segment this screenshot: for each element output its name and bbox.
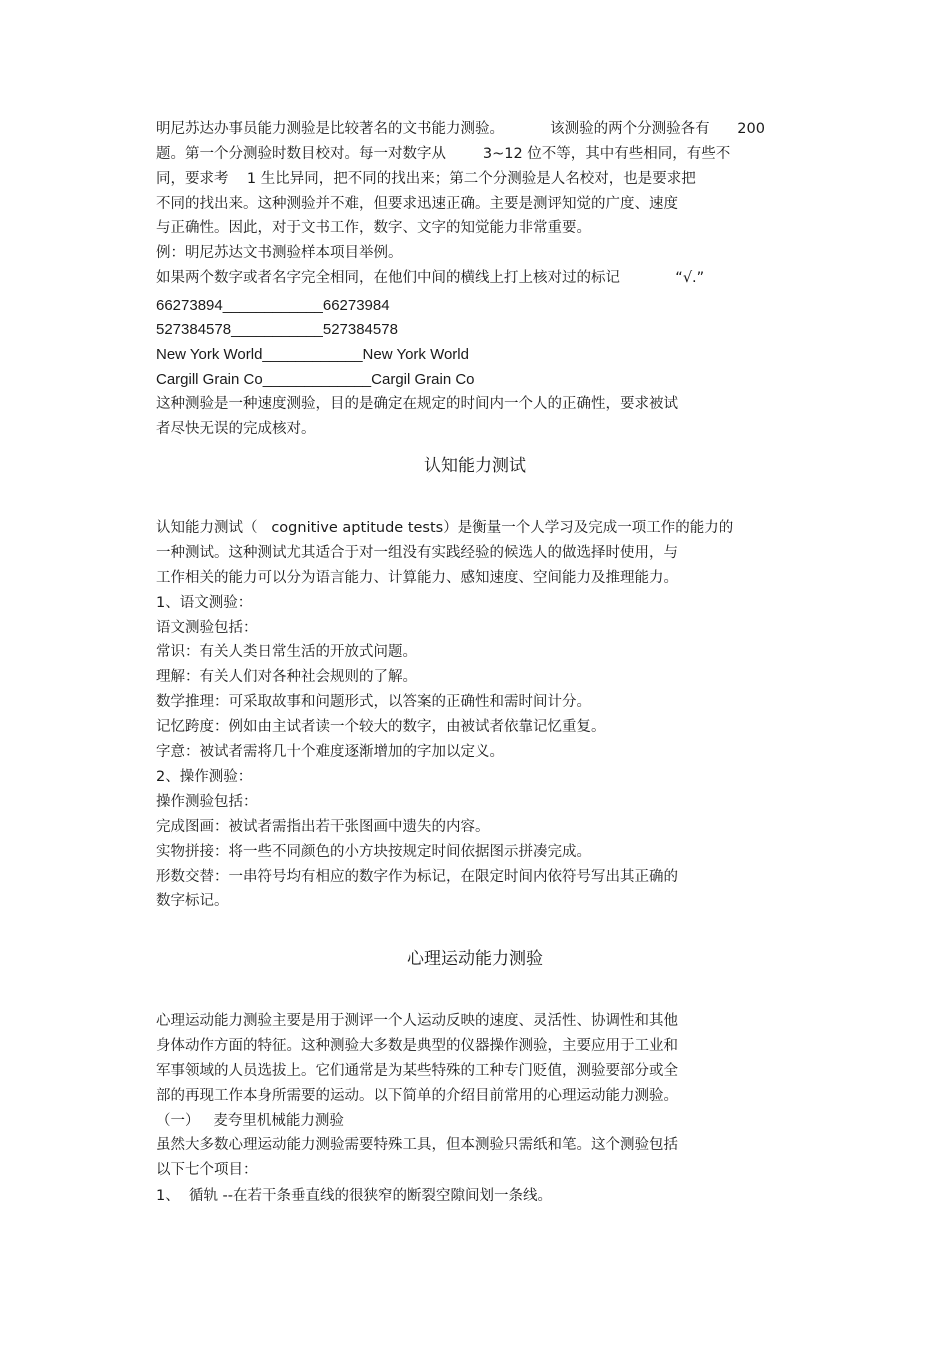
cognitive-line-16: 数字标记。	[156, 893, 229, 909]
cognitive-line-15: 形数交替：一串符号均有相应的数字作为标记，在限定时间内依符号写出其正确的	[156, 869, 678, 885]
psychomotor-line-4: 部的再现工作本身所需要的运动。以下简单的介绍目前常用的心理运动能力测验。	[156, 1088, 678, 1104]
cognitive-line-5: 语文测验包括：	[156, 620, 258, 636]
cognitive-line-6: 常识：有关人类日常生活的开放式问题。	[156, 644, 417, 660]
psychomotor-heading: 心理运动能力测验	[407, 949, 543, 969]
intro-closing-2: 者尽快无误的完成核对。	[156, 421, 316, 437]
psychomotor-line-3: 军事领域的人员选拔上。它们通常是为某些特殊的工种专门贬值，测验要部分或全	[156, 1063, 678, 1079]
psychomotor-line-2: 身体动作方面的特征。这种测验大多数是典型的仪器操作测验，主要应用于工业和	[156, 1038, 678, 1054]
psychomotor-line-7: 以下七个项目：	[156, 1162, 258, 1178]
cognitive-line-13: 完成图画：被试者需指出若干张图画中遗失的内容。	[156, 819, 490, 835]
example-item-2: 527384578___________527384578	[156, 321, 398, 338]
example-item-3: New York World____________New York World	[156, 346, 469, 363]
intro-instruction: 如果两个数字或者名字完全相同，在他们中间的横线上打上核对过的标记 “√.”	[156, 270, 705, 286]
intro-line-4: 不同的找出来。这种测验并不难，但要求迅速正确。主要是测评知觉的广度、速度	[156, 196, 678, 212]
cognitive-line-1: 认知能力测试（ cognitive aptitude tests）是衡量一个人学习及完成一项工作的能力的	[156, 520, 734, 536]
psychomotor-subheading: （一） 麦夸里机械能力测验	[156, 1113, 344, 1129]
cognitive-subheading-performance: 2、操作测验：	[156, 769, 253, 785]
cognitive-line-2: 一种测试。这种测试尤其适合于对一组没有实践经验的候选人的做选择时使用，与	[156, 545, 678, 561]
psychomotor-line-8: 1、 循轨 --在若干条垂直线的很狭窄的断裂空隙间划一条线。	[156, 1188, 553, 1204]
intro-line-1: 明尼苏达办事员能力测验是比较著名的文书能力测验。 该测验的两个分测验各有 200	[156, 121, 765, 137]
intro-closing-1: 这种测验是一种速度测验，目的是确定在规定的时间内一个人的正确性，要求被试	[156, 396, 678, 412]
cognitive-subheading-verbal: 1、语文测验：	[156, 595, 253, 611]
intro-line-2: 题。第一个分测验时数目校对。每一对数字从 3~12 位不等，其中有些相同，有些不	[156, 146, 731, 162]
cognitive-line-10: 字意：被试者需将几十个难度逐渐增加的字加以定义。	[156, 744, 504, 760]
intro-example-caption: 例：明尼苏达文书测验样本项目举例。	[156, 245, 403, 261]
intro-line-3: 同，要求考 1 生比异同，把不同的找出来；第二个分测验是人名校对，也是要求把	[156, 171, 696, 187]
psychomotor-line-1: 心理运动能力测验主要是用于测评一个人运动反映的速度、灵活性、协调性和其他	[156, 1013, 678, 1029]
cognitive-line-8: 数学推理：可采取故事和问题形式，以答案的正确性和需时间计分。	[156, 694, 591, 710]
example-item-1: 66273894____________66273984	[156, 297, 390, 314]
cognitive-line-12: 操作测验包括：	[156, 794, 258, 810]
psychomotor-line-6: 虽然大多数心理运动能力测验需要特殊工具，但本测验只需纸和笔。这个测验包括	[156, 1137, 678, 1153]
cognitive-line-9: 记忆跨度：例如由主试者读一个较大的数字，由被试者依靠记忆重复。	[156, 719, 606, 735]
cognitive-line-7: 理解：有关人们对各种社会规则的了解。	[156, 669, 417, 685]
cognitive-heading: 认知能力测试	[424, 456, 526, 476]
cognitive-line-3: 工作相关的能力可以分为语言能力、计算能力、感知速度、空间能力及推理能力。	[156, 570, 678, 586]
cognitive-line-14: 实物拼接：将一些不同颜色的小方块按规定时间依据图示拼凑完成。	[156, 844, 591, 860]
intro-line-5: 与正确性。因此，对于文书工作，数字、文字的知觉能力非常重要。	[156, 220, 591, 236]
example-item-4: Cargill Grain Co_____________Cargil Grain Co	[156, 371, 475, 388]
